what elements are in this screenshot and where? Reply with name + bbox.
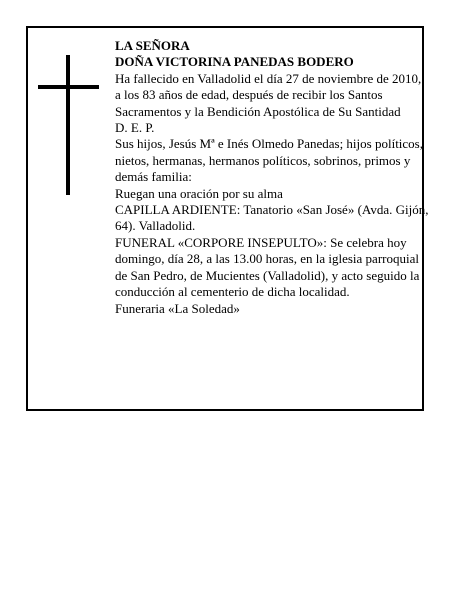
funeral-info: FUNERAL «CORPORE INSEPULTO»: Se celebra hoy domingo, día 28, a las 13.00 horas, en la iglesia parroquial de San Pedro, de Mucientes (Valladolid), y acto seguido la conducción al cementerio de dicha localidad. xyxy=(115,234,420,300)
notice-text xyxy=(115,38,430,317)
cross-horizontal-bar xyxy=(38,85,99,89)
funeral-home: Funeraria «La Soledad» xyxy=(115,300,240,316)
family-list: Sus hijos, Jesús Mª e Inés Olmedo Panedas; hijos políticos, nietos, hermanas, hermanos políticos, sobrinos, primos y demás familia: xyxy=(115,136,423,185)
deceased-name: DOÑA VICTORINA PANEDAS BODERO xyxy=(115,54,354,70)
capilla-ardiente: CAPILLA ARDIENTE: Tanatorio «San José» (Avda. Gijón, 64). Valladolid. xyxy=(115,202,429,234)
rip-line: D. E. P. xyxy=(115,120,155,136)
prayer-request: Ruegan una oración por su alma xyxy=(115,185,283,201)
cross-vertical-bar xyxy=(66,55,70,195)
death-statement: Ha fallecido en Valladolid el día 27 de noviembre de 2010, a los 83 años de edad, después de recibir los Santos Sacramentos y la Bendición Apostólica de Su Santidad xyxy=(115,70,422,119)
notice-title: LA SEÑORA xyxy=(115,38,190,53)
